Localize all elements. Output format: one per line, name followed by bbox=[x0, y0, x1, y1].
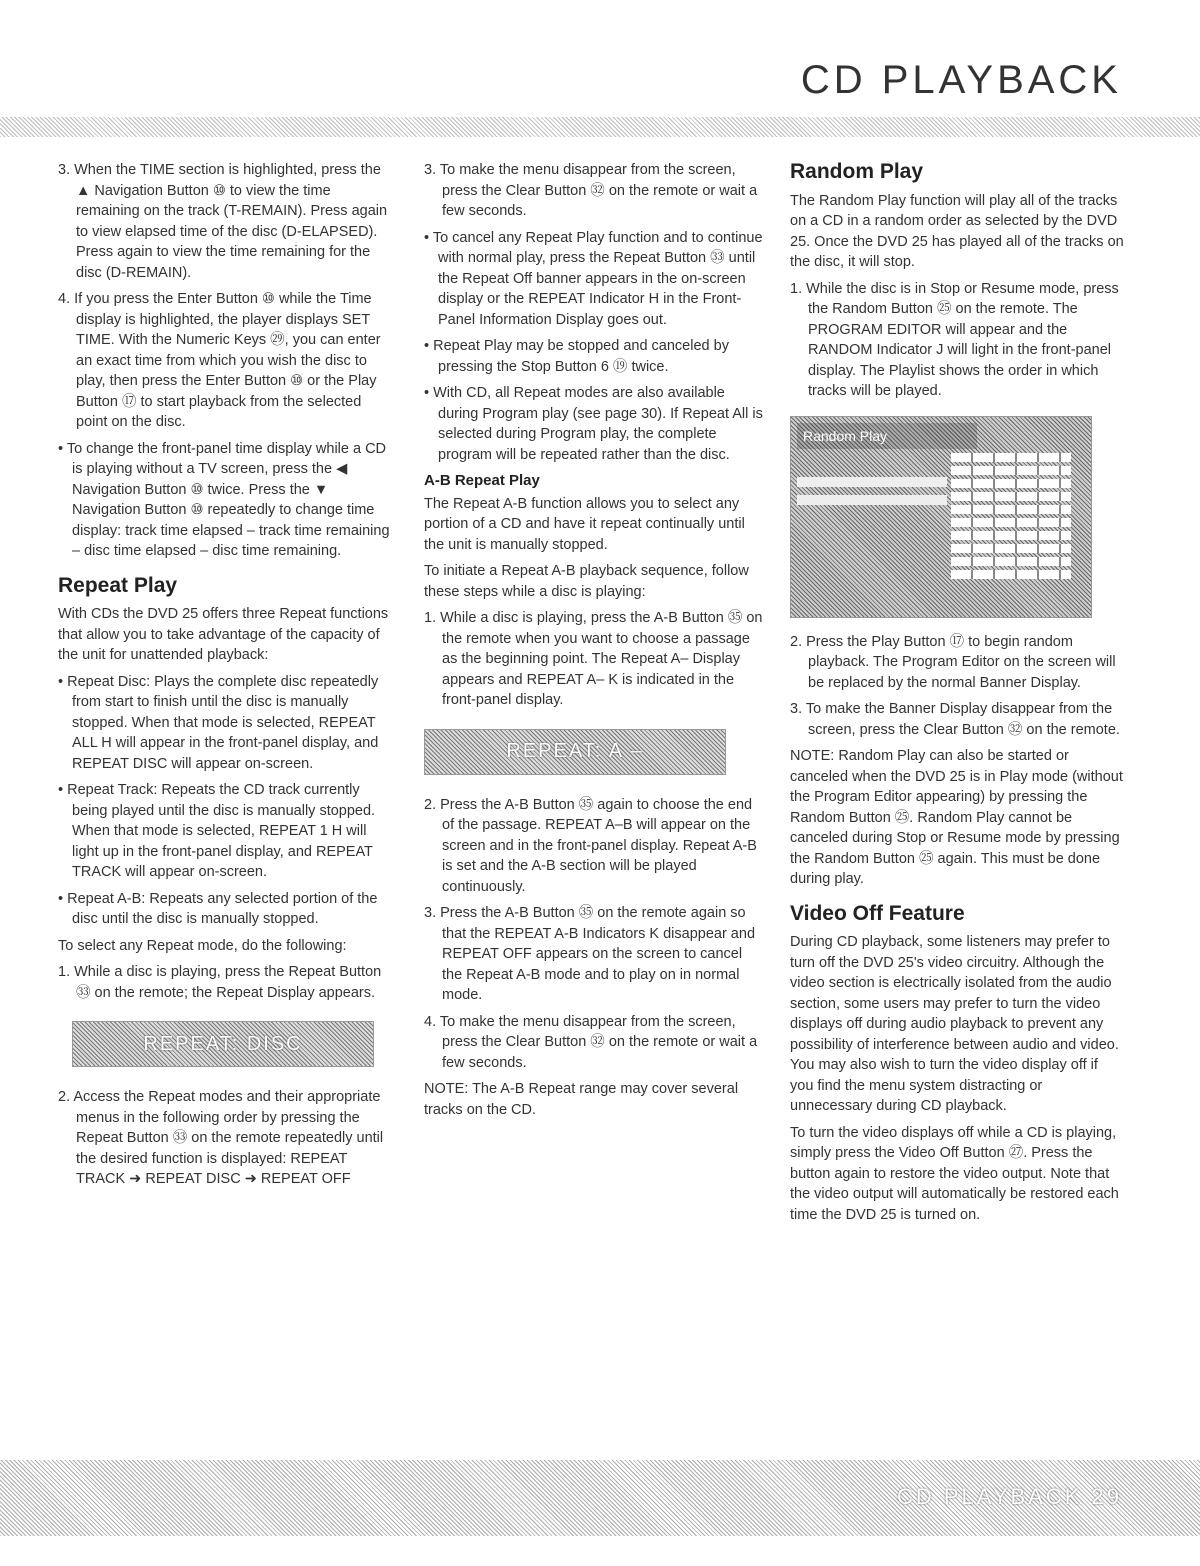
banner-text: REPEAT: A – bbox=[506, 740, 644, 763]
screen-header: Random Play bbox=[797, 423, 977, 449]
repeat-disc-banner-image bbox=[72, 1021, 374, 1067]
paragraph: 4. If you press the Enter Button ⑩ while the Time display is highlighted, the player displays SET TIME. With the Numeric Keys ㉙, you can enter an exact time from which you wish the disc to play, then press the Enter Button ⑩ or the Play Button ⑰ to start playback from the selected point on the disc. bbox=[58, 291, 381, 430]
playlist-graphic bbox=[951, 453, 1071, 583]
paragraph: 3. To make the menu disappear from the screen, press the Clear Button ㉜ on the remote or wait a few seconds. bbox=[424, 162, 758, 219]
paragraph: • Repeat Play may be stopped and canceled by pressing the Stop Button 6 ⑲ twice. bbox=[424, 338, 729, 375]
paragraph: • With CD, all Repeat modes are also available during Program play (see page 30). If Repeat All is selected during Program play, the complete program will be repeated rather than the disc. bbox=[424, 385, 763, 463]
page-footer: CD PLAYBACK 29 bbox=[896, 1484, 1122, 1509]
paragraph: 1. While a disc is playing, press the Repeat Button ㉝ on the remote; the Repeat Display appears. bbox=[58, 964, 382, 1001]
paragraph: 2. Press the A-B Button ㉟ again to choose the end of the passage. REPEAT A–B will appear on the screen and in the front-panel display. Repeat A-B is set and the A-B section will be played continuously. bbox=[424, 796, 757, 895]
repeat-ab-banner-image bbox=[424, 729, 726, 775]
paragraph: The Random Play function will play all of the tracks on a CD in a random order as selected by the DVD 25. Once the DVD 25 has played all of the tracks on the disc, it will stop. bbox=[790, 192, 1124, 270]
paragraph: To select any Repeat mode, do the following: bbox=[58, 937, 347, 954]
paragraph: • Repeat Track: Repeats the CD track currently being played until the disc is manually stopped. When that mode is selected, REPEAT 1 H will light up in the front-panel display, and REPEAT TRACK will appear on-screen. bbox=[58, 782, 376, 880]
paragraph: 2. Access the Repeat modes and their appropriate menus in the following order by pressing the Repeat Button ㉝ on the remote repeatedly until the desired function is displayed: REPEAT TRACK ➜ REPEAT DISC ➜ REPEAT OFF bbox=[58, 1089, 384, 1187]
banner-text: REPEAT: DISC bbox=[143, 1032, 303, 1055]
column-1 bbox=[58, 160, 393, 1196]
section-heading-repeat-play: Repeat Play bbox=[58, 573, 178, 597]
column-3 bbox=[790, 160, 1125, 1231]
paragraph: The Repeat A-B function allows you to select any portion of a CD and have it repeat continually until the unit is manually stopped. bbox=[424, 495, 745, 553]
column-2 bbox=[424, 160, 764, 1126]
program-editor-screen-image bbox=[790, 416, 1092, 618]
paragraph: To initiate a Repeat A-B playback sequence, follow these steps while a disc is playing: bbox=[424, 563, 749, 600]
paragraph: 3. When the TIME section is highlighted, press the ▲ Navigation Button ⑩ to view the time remaining on the track (T-REMAIN). Press again to view elapsed time of the disc (D-ELAPSED). Press again to view the time remaining for the disc (D-REMAIN). bbox=[58, 162, 388, 281]
paragraph: • To cancel any Repeat Play function and to continue with normal play, press the Repeat Button ㉝ until the Repeat Off banner appears in the on-screen display or the REPEAT Indicator H in the Front-Panel Information Display goes out. bbox=[424, 229, 763, 328]
paragraph: 3. To make the Banner Display disappear from the screen, press the Clear Button ㉜ on the remote. bbox=[790, 701, 1120, 738]
paragraph: • To change the front-panel time display while a CD is playing without a TV screen, press the ◀ Navigation Button ⑩ twice. Press the ▼ Navigation Button ⑩ repeatedly to change time display: track time elapsed – track time remaining – disc time elapsed – disc time remaining. bbox=[58, 440, 390, 559]
paragraph: 3. Press the A-B Button ㉟ on the remote again so that the REPEAT A-B Indicators K disappear and REPEAT OFF appears on the screen to cancel the Repeat A-B mode and to play on in normal mode. bbox=[424, 905, 756, 1003]
page-title: CD PLAYBACK bbox=[800, 58, 1122, 102]
paragraph: 4. To make the menu disappear from the screen, press the Clear Button ㉜ on the remote or wait a few seconds. bbox=[424, 1013, 758, 1071]
paragraph: 1. While the disc is in Stop or Resume mode, press the Random Button ㉕ on the remote. The PROGRAM EDITOR will appear and the RANDOM Indicator J will light in the front-panel display. The Playlist shows the order in which tracks will be played. bbox=[790, 280, 1119, 399]
section-heading-ab-repeat: A-B Repeat Play bbox=[424, 472, 540, 489]
paragraph: 1. While a disc is playing, press the A-B Button ㉟ on the remote when you want to choose a passage as the beginning point. The Repeat A– Display appears and REPEAT A– K is indicated in the front-panel display. bbox=[424, 610, 763, 708]
section-heading-random-play: Random Play bbox=[790, 160, 924, 183]
paragraph: • Repeat A-B: Repeats any selected portion of the disc until the disc is manually stopped. bbox=[58, 890, 378, 927]
paragraph: During CD playback, some listeners may prefer to turn off the DVD 25's video circuitry. Although the video section is electrically isolated from the audio section, some users may prefer to turn the video displays off during audio playback to prevent any possibility of interference between audio and video. You may also wish to turn the video display off if you find the menu system distracting or unnecessary during CD playback. bbox=[790, 934, 1119, 1114]
note: NOTE: Random Play can also be started or canceled when the DVD 25 is in Play mode (without the Program Editor appearing) by pressing the Random Button ㉕. Random Play cannot be canceled during Stop or Resume mode by pressing the Random Button ㉕ again. This must be done during play. bbox=[790, 748, 1123, 887]
note: NOTE: The A-B Repeat range may cover several tracks on the CD. bbox=[424, 1081, 739, 1118]
paragraph: • Repeat Disc: Plays the complete disc repeatedly from start to finish until the disc is manually stopped. When that mode is selected, REPEAT ALL H will appear in the front-panel display, and REPEAT DISC will appear on-screen. bbox=[58, 673, 379, 772]
screen-row bbox=[797, 495, 947, 505]
header-rule bbox=[0, 117, 1200, 137]
paragraph: With CDs the DVD 25 offers three Repeat functions that allow you to take advantage of the capacity of the unit for unattended playback: bbox=[58, 606, 389, 663]
paragraph: 2. Press the Play Button ⑰ to begin random playback. The Program Editor on the screen will be replaced by the normal Banner Display. bbox=[790, 633, 1116, 691]
section-heading-video-off: Video Off Feature bbox=[790, 901, 965, 925]
screen-row bbox=[797, 477, 947, 487]
paragraph: To turn the video displays off while a CD is playing, simply press the Video Off Button ㉗. Press the button again to restore the video output. Note that the video output will automatically be restored each time the DVD 25 is turned on. bbox=[790, 1124, 1119, 1223]
